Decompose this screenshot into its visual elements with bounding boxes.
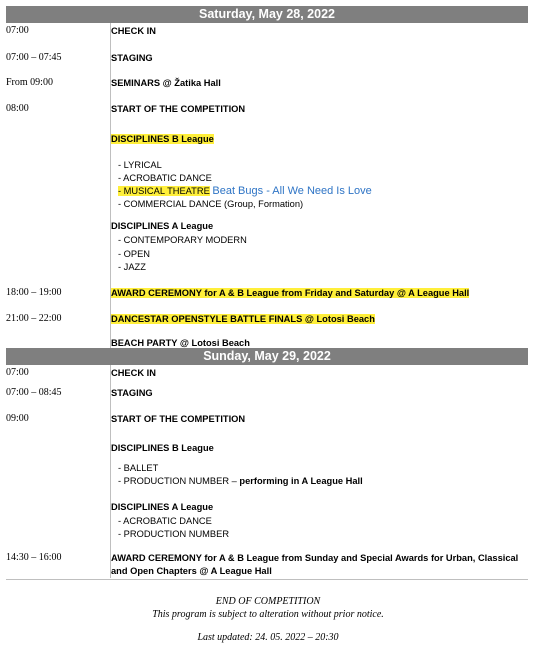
row-event: AWARD CEREMONY for A & B League from Sunday and Special Awards for Urban, Classical and Open Chapters @ A League Hall — [111, 553, 519, 576]
row-event: SEMINARS @ Žatika Hall — [111, 78, 221, 88]
row-event: DANCESTAR OPENSTYLE BATTLE FINALS @ Lotosi Beach — [111, 314, 375, 324]
end-of-competition: END OF COMPETITION — [215, 596, 321, 607]
discipline-item: - OPEN — [118, 249, 151, 259]
row-time: 08:00 — [6, 103, 29, 114]
discipline-item: - LYRICAL — [118, 160, 162, 170]
discipline-item-musical: - MUSICAL THEATRE Beat Bugs - All We Need Is Love — [118, 185, 372, 197]
discipline-item: - ACROBATIC DANCE — [118, 516, 212, 526]
last-updated: Last updated: 24. 05. 2022 – 20:30 — [197, 632, 339, 643]
discipline-item: - JAZZ — [118, 262, 146, 272]
row-event: START OF THE COMPETITION — [111, 104, 246, 114]
row-event: STAGING — [111, 53, 153, 63]
row-time: 07:00 — [6, 367, 29, 378]
row-time: From 09:00 — [6, 77, 53, 88]
row-event: CHECK IN — [111, 26, 156, 36]
row-time: 07:00 – 08:45 — [6, 387, 62, 398]
b-league-title: DISCIPLINES B League — [111, 443, 214, 453]
row-event: AWARD CEREMONY for A & B League from Friday and Saturday @ A League Hall — [111, 288, 470, 298]
alteration-notice: This program is subject to alteration without prior notice. — [152, 609, 384, 620]
discipline-item: - CONTEMPORARY MODERN — [118, 235, 247, 245]
production-note: performing in A League Hall — [239, 476, 363, 486]
musical-note: Beat Bugs - All We Need Is Love — [212, 185, 372, 197]
row-time: 09:00 — [6, 413, 29, 424]
saturday-header: Saturday, May 28, 2022 — [6, 6, 528, 23]
row-event: STAGING — [111, 388, 153, 398]
row-event: BEACH PARTY @ Lotosi Beach — [111, 338, 250, 348]
table-bottom-border — [6, 579, 528, 580]
discipline-item: - PRODUCTION NUMBER — [118, 529, 230, 539]
row-time: 18:00 – 19:00 — [6, 287, 62, 298]
a-league-title: DISCIPLINES A League — [111, 502, 214, 512]
sunday-header: Sunday, May 29, 2022 — [6, 348, 528, 365]
a-league-title: DISCIPLINES A League — [111, 221, 214, 231]
row-event: START OF THE COMPETITION — [111, 414, 246, 424]
discipline-item: - BALLET — [118, 463, 159, 473]
row-time: 21:00 – 22:00 — [6, 313, 62, 324]
discipline-item: - COMMERCIAL DANCE (Group, Formation) — [118, 199, 304, 209]
discipline-item: - ACROBATIC DANCE — [118, 173, 212, 183]
row-time: 07:00 — [6, 25, 29, 36]
discipline-item: - PRODUCTION NUMBER – performing in A League Hall — [118, 476, 363, 486]
row-time: 07:00 – 07:45 — [6, 52, 62, 63]
row-time: 14:30 – 16:00 — [6, 552, 62, 563]
b-league-title: DISCIPLINES B League — [111, 134, 214, 144]
row-event: CHECK IN — [111, 368, 156, 378]
